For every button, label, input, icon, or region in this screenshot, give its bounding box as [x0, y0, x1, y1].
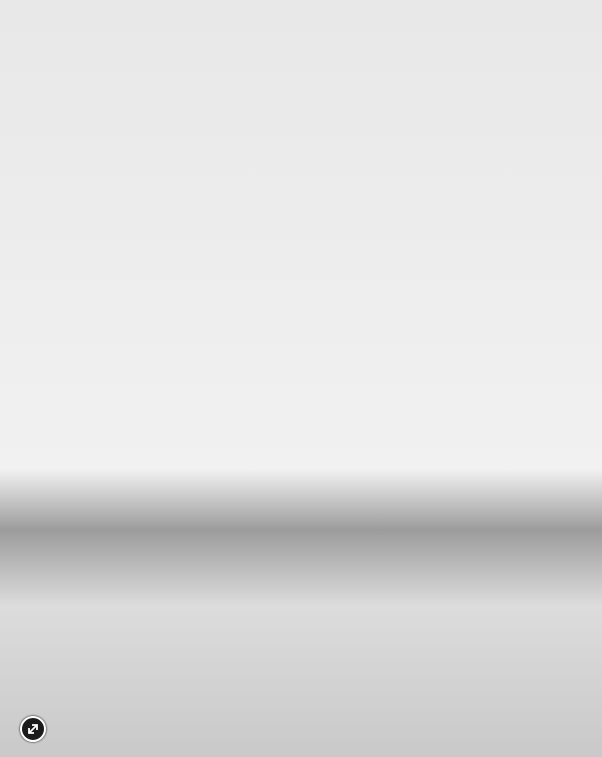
expand-diagonal-icon[interactable] [20, 716, 46, 742]
product-info-box [265, 71, 520, 167]
